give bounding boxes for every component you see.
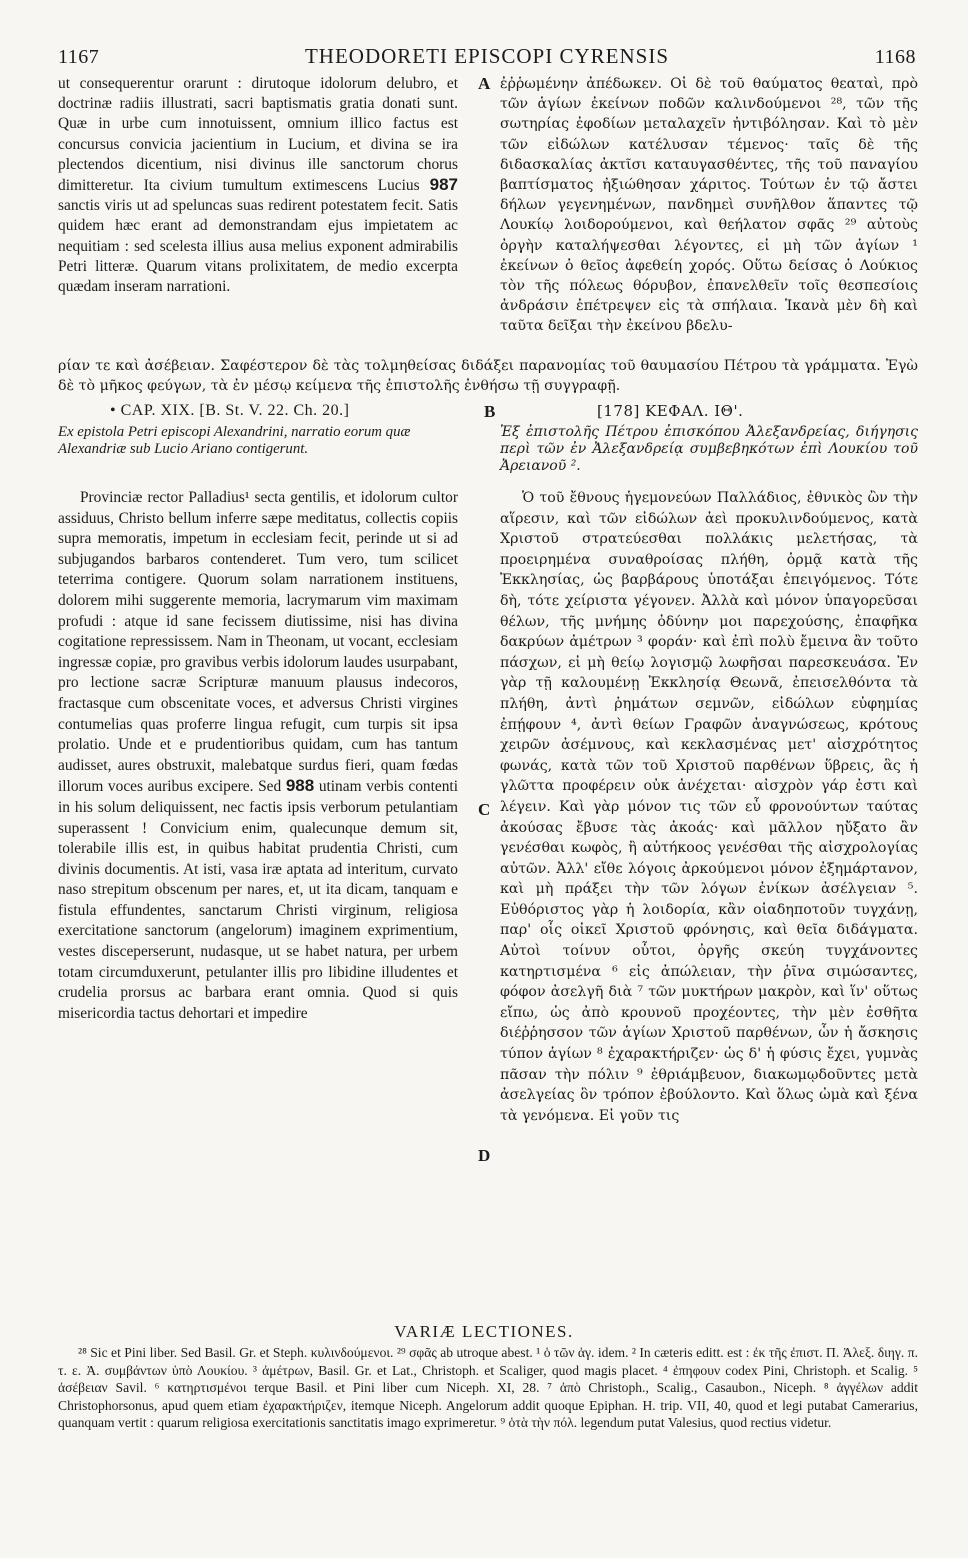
variant-readings-text: ²⁸ Sic et Pini liber. Sed Basil. Gr. et Steph. κυλινδούμενοι. ²⁹ σφᾶς ab utroque abest. ¹ ὁ τῶν ἁγ. idem. ² In cæteris editt. est : ἐκ τῆς ἐπιστ. Π. Ἀλεξ. διηγ. π. τ. ε. Ἀ. συμβάντων ὑπὸ Λουκίου. ³ ἀμέτρων, Basil. Gr. et Lat., Christoph. et Scaliger, quod magis placet. ⁴ ἐπηφουν codex Pini, Christoph. et Scalig. ⁵ ἀσέβειαν Savil. ⁶ κατηρτισμένοι terque Basil. et Pini liber cum Niceph. XI, 28. ⁷ ἀπὸ Christoph., Scalig., Casaubon., Niceph. ⁸ ἀγγέλων addit Christophorsonus, apud quem etiam ἐχαρακτήριζεν, itemque Niceph. Angelorum addit quoque Epiphan. H. trip. VII, 40, quod et legi putabat Camerarius, quanquam vertit : quarum religiosa exercitationis sanctitatis imago exprimeretur. ⁹ ὁτὰ τὴν πόλ. legendum putat Valesius, quod rectius videtur. — [58, 1345, 918, 1431]
running-title: THEODORETI EPISCOPI CYRENSIS — [304, 44, 670, 68]
greek-chapter-subtitle: Ἐξ ἐπιστολῆς Πέτρου ἐπισκόπου Ἀλεξανδρείας, διήγησις περὶ τῶν ἐν Ἀλεξανδρείᾳ συμβεβηκότων ἐπὶ Λουκίου τοῦ Ἀρειανοῦ ². — [500, 424, 918, 474]
page-header — [58, 44, 916, 70]
margin-letter-c: C — [478, 800, 491, 819]
latin-column-top — [58, 74, 458, 297]
margin-number-988: 988 — [285, 776, 315, 796]
right-page-number: 1168 — [874, 46, 916, 68]
greek-body-text: Ὁ τοῦ ἔθνους ἡγεμονεύων Παλλάδιος, ἐθνικὸς ὢν τὴν αἵρεσιν, καὶ τῶν εἰδώλων ἀεὶ προκυλινδούμενος, κατὰ Χριστοῦ στρατεύεσθαι πολλάκις μελετήσας, τὰ προειρημένα συναθροίσας πλήθη, ὁρμᾷ κατὰ τῆς Ἐκκλησίας, ὡς βαρβάρους ὑποτάξαι ἐπειγόμενος. Τότε δὴ, τότε χείριστα γέγονεν. Ἀλλὰ καὶ μόνον ὑπαγορεῦσαι θέλων, τῆς μνήμης ὀδύνην μοι παρεχούσης, ἐπαφῆκα δακρύων ἀμέτρων ³ φοράν· καὶ ἐπὶ πολὺ ἔμεινα ἂν τοῦτο πάσχων, εἰ μὴ θείῳ λογισμῷ λωφῆσαι παρεσκευάσα. Ἐν γὰρ τῇ καλουμένῃ Ἐκκλησίᾳ Θεωνᾶ, ἐπεισελθόντα τὰ πλήθη, ἀντὶ ῥημάτων σεμνῶν, εἰδώλων εὐφημίας ἐπῄφουν ⁴, ἀντὶ θείων Γραφῶν ἀναγνώσεως, κρότους χειρῶν ἀσέμνους, καὶ κεκλασμένας μετ' αἰσχρότητος φωνάς, κατὰ τῶν τοῦ Χριστοῦ παρθένων ὕβρεις, ἃς ἡ γλῶττα προφέρειν οὐκ ἀνέχεται· αἰσχρὸν γάρ ἐστι καὶ λέγειν. Καὶ γὰρ μόνον τις τῶν εὖ φρονούντων ταύτας ἀκούσας ἔβυσε τὰς ἀκοάς· καὶ μᾶλλον ηὔξατο ἂν γενέσθαι κωφὸς, ἢ αὐτήκοος γενέσθαι τῆς αἰσχρολογίας αὐτῶν. Ἀλλ' εἴθε λόγοις ἀρκούμενοι μόνον ἐξημάρτανον, καὶ μὴ πράξει τὴν τῶν λόγων ἐνίκων ἀσέλγειαν ⁵. Εὐθόριστος γὰρ ἡ λοιδορία, κἂν οἱαδηποτοῦν τυγχάνῃ, παρ' οἷς οἰκεῖ Χριστοῦ φρόνησις, καὶ θεῖα διδάγματα. Αὐτοὶ τοίνυν οὗτοι, ὀργῆς σκεύη τυγχάνοντες κατηρτισμένα ⁶ εἰς ἀπώλειαν, τὴν ῥῖνα σιμώσαντες, φόφον ἀσελγῆ διὰ ⁷ τῶν μυκτήρων μακρὸν, καὶ ἵν' οὕτως εἴπω, ὡς ἀπὸ κρουνοῦ προχέοντες, τὴν μὲν ἐσθῆτα διέῤῥησσον τῶν ἁγίων Χριστοῦ παρθένων, ὧν ἡ ἄσκησις τύπον ἁγίων ⁸ ἐχαρακτήριζεν· ὡς δ' ἡ φύσις ἔχει, γυμνὰς πᾶσαν τὴν πόλιν ⁹ ἐθριάμβευον, διακωμῳδοῦντες μετὰ ἀσελγείας ὃν τρόπον ἐβούλοντο. Καὶ ὅλως ὠμὰ καὶ ξένα τὰ γενόμενα. Εἰ γοῦν τις — [500, 490, 918, 1124]
variae-lectiones-heading: VARIÆ LECTIONES. — [394, 1322, 574, 1341]
margin-letter-a: A — [478, 74, 491, 93]
latin-body-text-1: Provinciæ rector Palladius¹ secta gentilis, et idolorum cultor assiduus, Christo bellum inferre sæpe meditatus, collectis copiis supra memoratis, impetum in ecclesiam fecit, perinde ut si ad subjugandos barbaros contenderet. Tum vero, tum scilicet teterrima contigere. Quorum solam narrationem instituens, dolorem mihi suggerente memoria, lacrymarum vim maximam profudi : atque id sane fecissem diutissime, nisi has divina cogitatione repressissem. Nam in Theonam, ut vocant, ecclesiam ingressæ copiæ, pro gravibus verbis idolorum laudes usurpabant, pro lectione sacræ Scripturæ manuum plausus indecoros, fractasque cum obscenitate voces, et adversus Christi virgines contumelias quas proferre lingua refugit, cum turpis sit ipsa prolatio. Unde et e prudentioribus quidam, cum has tantum audisset, aures obstruxit, malebatque surdus fieri, quam fœdas illorum voces auribus excipere. Sed — [58, 489, 458, 796]
latin-column-body — [58, 488, 458, 1024]
greek-text-top: ἐῤῥωμένην ἀπέδωκεν. Οἱ δὲ τοῦ θαύματος θεαταὶ, πρὸ τῶν ἁγίων ἐκείνων ποδῶν καλινδούμενοι ²⁸, τῶν τῆς σωτηρίας ἐφοδίων μεταλαχεῖν ἠντιβόλησαν. Καὶ τὸ μὲν τῶν εἰδώλων κατέλυσαν τέμενος· ταῖς δὲ τῆς διδασκαλίας ἀκτῖσι καταυγασθέντες, τῆς τοῦ παναγίου βαπτίσματος ἠξιώθησαν χάριτος. Τούτων ἐν τῷ ἄστει δήλων γεγενημένων, πανδημεὶ συνῆλθον ἅπαντες τῷ Λουκίῳ λοιδορούμενοι, καὶ θεήλατον σφᾶς ²⁹ αὐτοὺς ὀργὴν καταλήψεσθαι λέγοντες, εἰ μὴ τῶν ἁγίων ¹ ἐκείνων ὁ θεῖος ἀφεθείη χορός. Οὕτω δείσας ὁ Λούκιος τὸν τῆς πόλεως θόρυβον, ἐπανελθεῖν τοῖς θεσπεσίοις ἀνδράσιν ἐπέτρεψεν εἰς τὰ σπήλαια. Ἱκανὰ μὲν δὴ καὶ ταῦτα δεῖξαι τὴν ἐκείνου βδελυ- — [500, 76, 918, 335]
variae-lectiones-notes — [58, 1344, 918, 1432]
latin-chapter-heading: • CAP. XIX. [B. St. V. 22. Ch. 20.] — [110, 402, 350, 419]
greek-text-full: ρίαν τε καὶ ἀσέβειαν. Σαφέστερον δὲ τὰς τολμηθείσας διδάξει παρανομίας τοῦ θαυμασίου Πέτρου τὰ γράμματα. Ἐγὼ δὲ τὸ μῆκος φεύγων, τὰ ἐν μέσῳ κείμενα τῆς ἐπιστολῆς ἐνθήσω τῇ συγγραφῇ. — [58, 358, 918, 394]
greek-column-top — [500, 74, 918, 337]
greek-chapter-heading: [178] ΚΕΦΑΛ. ΙΘ'. — [597, 402, 744, 420]
latin-text-top-1: ut consequerentur orarunt : dirutoque idolorum delubro, et doctrinæ radiis illustrati, sacri baptismatis gratia donati sunt. Quæ in urbe cum innotuissent, omnium illico factus est concursus convicia jacientium in Lucium, et divina se ira plectendos dicentium, nisi divinus ille sanctorum chorus dimitteretur. Ita civium tumultum extimescens Lucius — [58, 75, 458, 195]
greek-column-body — [500, 488, 918, 1126]
greek-full-width-line — [58, 356, 918, 396]
margin-letter-b: B — [484, 402, 496, 421]
latin-body-text-2: utinam verbis contenti in his solum deliquissent, nec factis ipsis verborum petulantiam superassent ! Convicium enim, qualecunque demum sit, tolerabile illis est, in quibus habitat prudentia Christi, cum divinis documentis. At isti, vasa iræ aptata ad interitum, curvato naso strepitum obscenum per nares, et, ut ita dicam, tanquam e fistula effundentes, sanctarum Christi virginum, religiosa exercitatione sanctorum (angelorum) imaginem exprimentium, vestes disceperserunt, nudasque, ut se habet natura, per urbem totam circumduxerunt, petulanter illis pro libidine illudentes et crudelia prorsus ac barbara erant omnia. Quod si quis misericordia tactus dehortari et impedire — [58, 778, 458, 1022]
margin-number-987: 987 — [429, 175, 458, 195]
latin-text-top-2: sanctis viris ut ad speluncas suas redirent potestatem fecit. Satis quidem hæc erant ad demonstrandam ejus impietatem ac nequitiam : sed scelesta illius ausa melius exponent admirabilis Petri litteræ. Quarum vitans prolixitatem, de medio excerpta quædam inseram narrationi. — [58, 197, 458, 296]
latin-chapter-subtitle: Ex epistola Petri episcopi Alexandrini, narratio eorum quæ Alexandriæ sub Lucio Ariano contigerunt. — [58, 424, 411, 457]
left-page-number: 1167 — [58, 46, 100, 68]
margin-letter-d: D — [478, 1146, 491, 1165]
